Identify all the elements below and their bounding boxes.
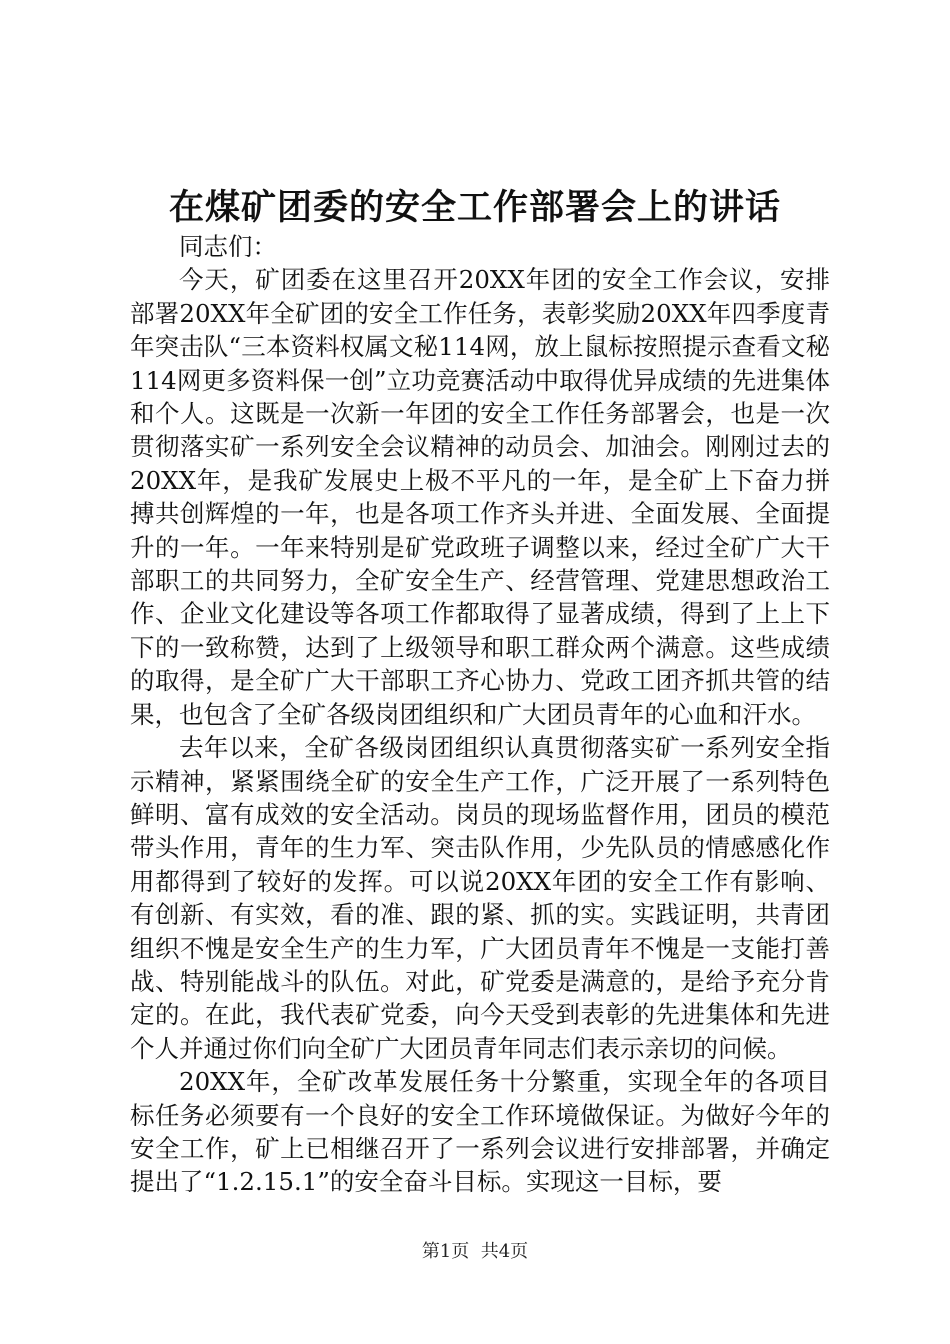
paragraph-2: 去年以来，全矿各级岗团组织认真贯彻落实矿一系列安全指示精神，紧紧围绕全矿的安全生产工作，广泛开展了一系列特色鲜明、富有成效的安全活动。岗员的现场监督作用，团员的模范带头作用，青年的生力军、突击队作用，少先队员的情感感化作用都得到了较好的发挥。可以说20XX年团的安全工作有影响、有创新、有实效，看的准、跟的紧、抓的实。实践证明，共青团组织不愧是安全生产的生力军，广大团员青年不愧是一支能打善战、特别能战斗的队伍。对此，矿党委是满意的，是给予充分肯定的。在此，我代表矿党委，向今天受到表彰的先进集体和先进个人并通过你们向全矿广大团员青年同志们表示亲切的问候。 — [130, 733, 830, 1063]
document-body — [130, 230, 830, 1199]
salutation: 同志们： — [179, 232, 277, 261]
page-footer — [0, 1240, 950, 1264]
paragraph-3: 20XX年，全矿改革发展任务十分繁重，实现全年的各项目标任务必须要有一个良好的安全工作环境做保证。为做好今年的安全工作，矿上已相继召开了一系列会议进行安排部署，并确定提出了“1.2.15.1”的安全奋斗目标。实现这一目标，要 — [130, 1067, 830, 1197]
document-title: 在煤矿团委的安全工作部署会上的讲话 — [168, 187, 781, 228]
page-number: 第1页 共4页 — [421, 1241, 529, 1262]
paragraph-1: 今天，矿团委在这里召开20XX年团的安全工作会议，安排部署20XX年全矿团的安全工作任务，表彰奖励20XX年四季度青年突击队“三本资料权属文秘114网，放上鼠标按照提示查看文秘114网更多资料保一创”立功竞赛活动中取得优异成绩的先进集体和个人。这既是一次新一年团的安全工作任务部署会，也是一次贯彻落实矿一系列安全会议精神的动员会、加油会。刚刚过去的20XX年，是我矿发展史上极不平凡的一年，是全矿上下奋力拼搏共创辉煌的一年，也是各项工作齐头并进、全面发展、全面提升的一年。一年来特别是矿党政班子调整以来，经过全矿广大干部职工的共同努力，全矿安全生产、经营管理、党建思想政治工作、企业文化建设等各项工作都取得了显著成绩，得到了上上下下的一致称赞，达到了上级领导和职工群众两个满意。这些成绩的取得，是全矿广大干部职工齐心协力、党政工团齐抓共管的结果，也包含了全矿各级岗团组织和广大团员青年的心血和汗水。 — [130, 265, 830, 729]
